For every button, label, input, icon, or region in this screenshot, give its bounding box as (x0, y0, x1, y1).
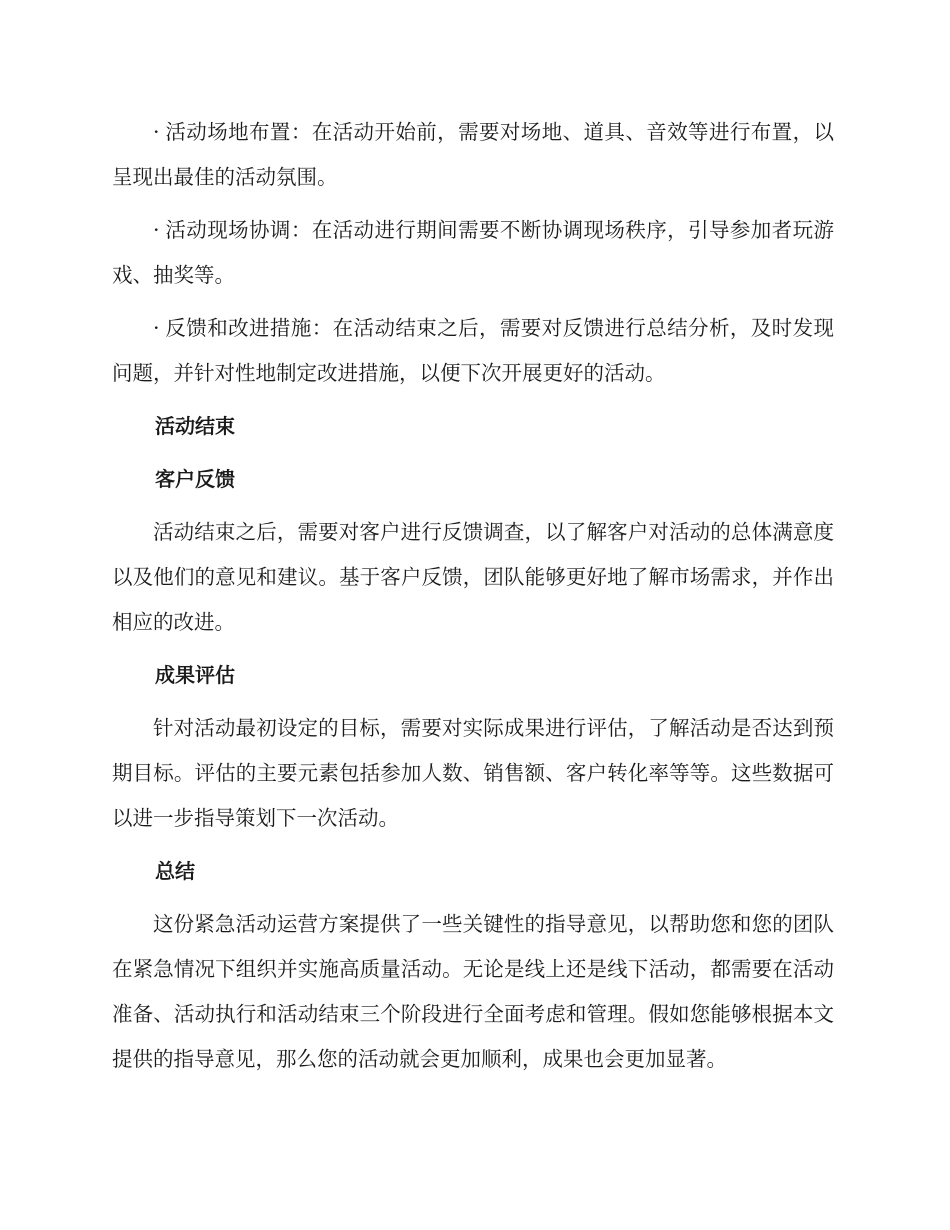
bullet-text: 反馈和改进措施：在活动结束之后，需要对反馈进行总结分析，及时发现问题，并针对性地制定改进措施，以便下次开展更好的活动。 (112, 316, 834, 385)
document-page (112, 110, 834, 1090)
result-evaluation-paragraph: 针对活动最初设定的目标，需要对实际成果进行评估，了解活动是否达到预期目标。评估的主要元素包括参加人数、销售额、客户转化率等等。这些数据可以进一步指导策划下一次活动。 (112, 716, 834, 830)
section-heading-customer-feedback: 客户反馈 (155, 467, 235, 491)
bullet-text: 活动现场协调：在活动进行期间需要不断协调现场秩序，引导参加者玩游戏、抽奖等。 (112, 218, 834, 287)
bullet-venue-setup (112, 110, 834, 200)
bullet-dot: · (153, 316, 160, 340)
bullet-dot: · (153, 218, 160, 242)
section-heading-activity-end: 活动结束 (155, 414, 235, 438)
section-heading-summary: 总结 (155, 859, 195, 883)
bullet-text: 活动场地布置：在活动开始前，需要对场地、道具、音效等进行布置，以呈现出最佳的活动氛围。 (112, 120, 834, 189)
bullet-dot: · (153, 120, 160, 144)
bullet-feedback-improvement (112, 306, 834, 396)
summary-paragraph: 这份紧急活动运营方案提供了一些关键性的指导意见，以帮助您和您的团队在紧急情况下组织并实施高质量活动。无论是线上还是线下活动，都需要在活动准备、活动执行和活动结束三个阶段进行全面考虑和管理。假如您能够根据本文提供的指导意见，那么您的活动就会更加顺利，成果也会更加显著。 (112, 912, 834, 1071)
bullet-onsite-coordination (112, 208, 834, 298)
section-heading-result-evaluation: 成果评估 (155, 663, 235, 687)
customer-feedback-paragraph: 活动结束之后，需要对客户进行反馈调查，以了解客户对活动的总体满意度以及他们的意见和建议。基于客户反馈，团队能够更好地了解市场需求，并作出相应的改进。 (112, 520, 834, 634)
